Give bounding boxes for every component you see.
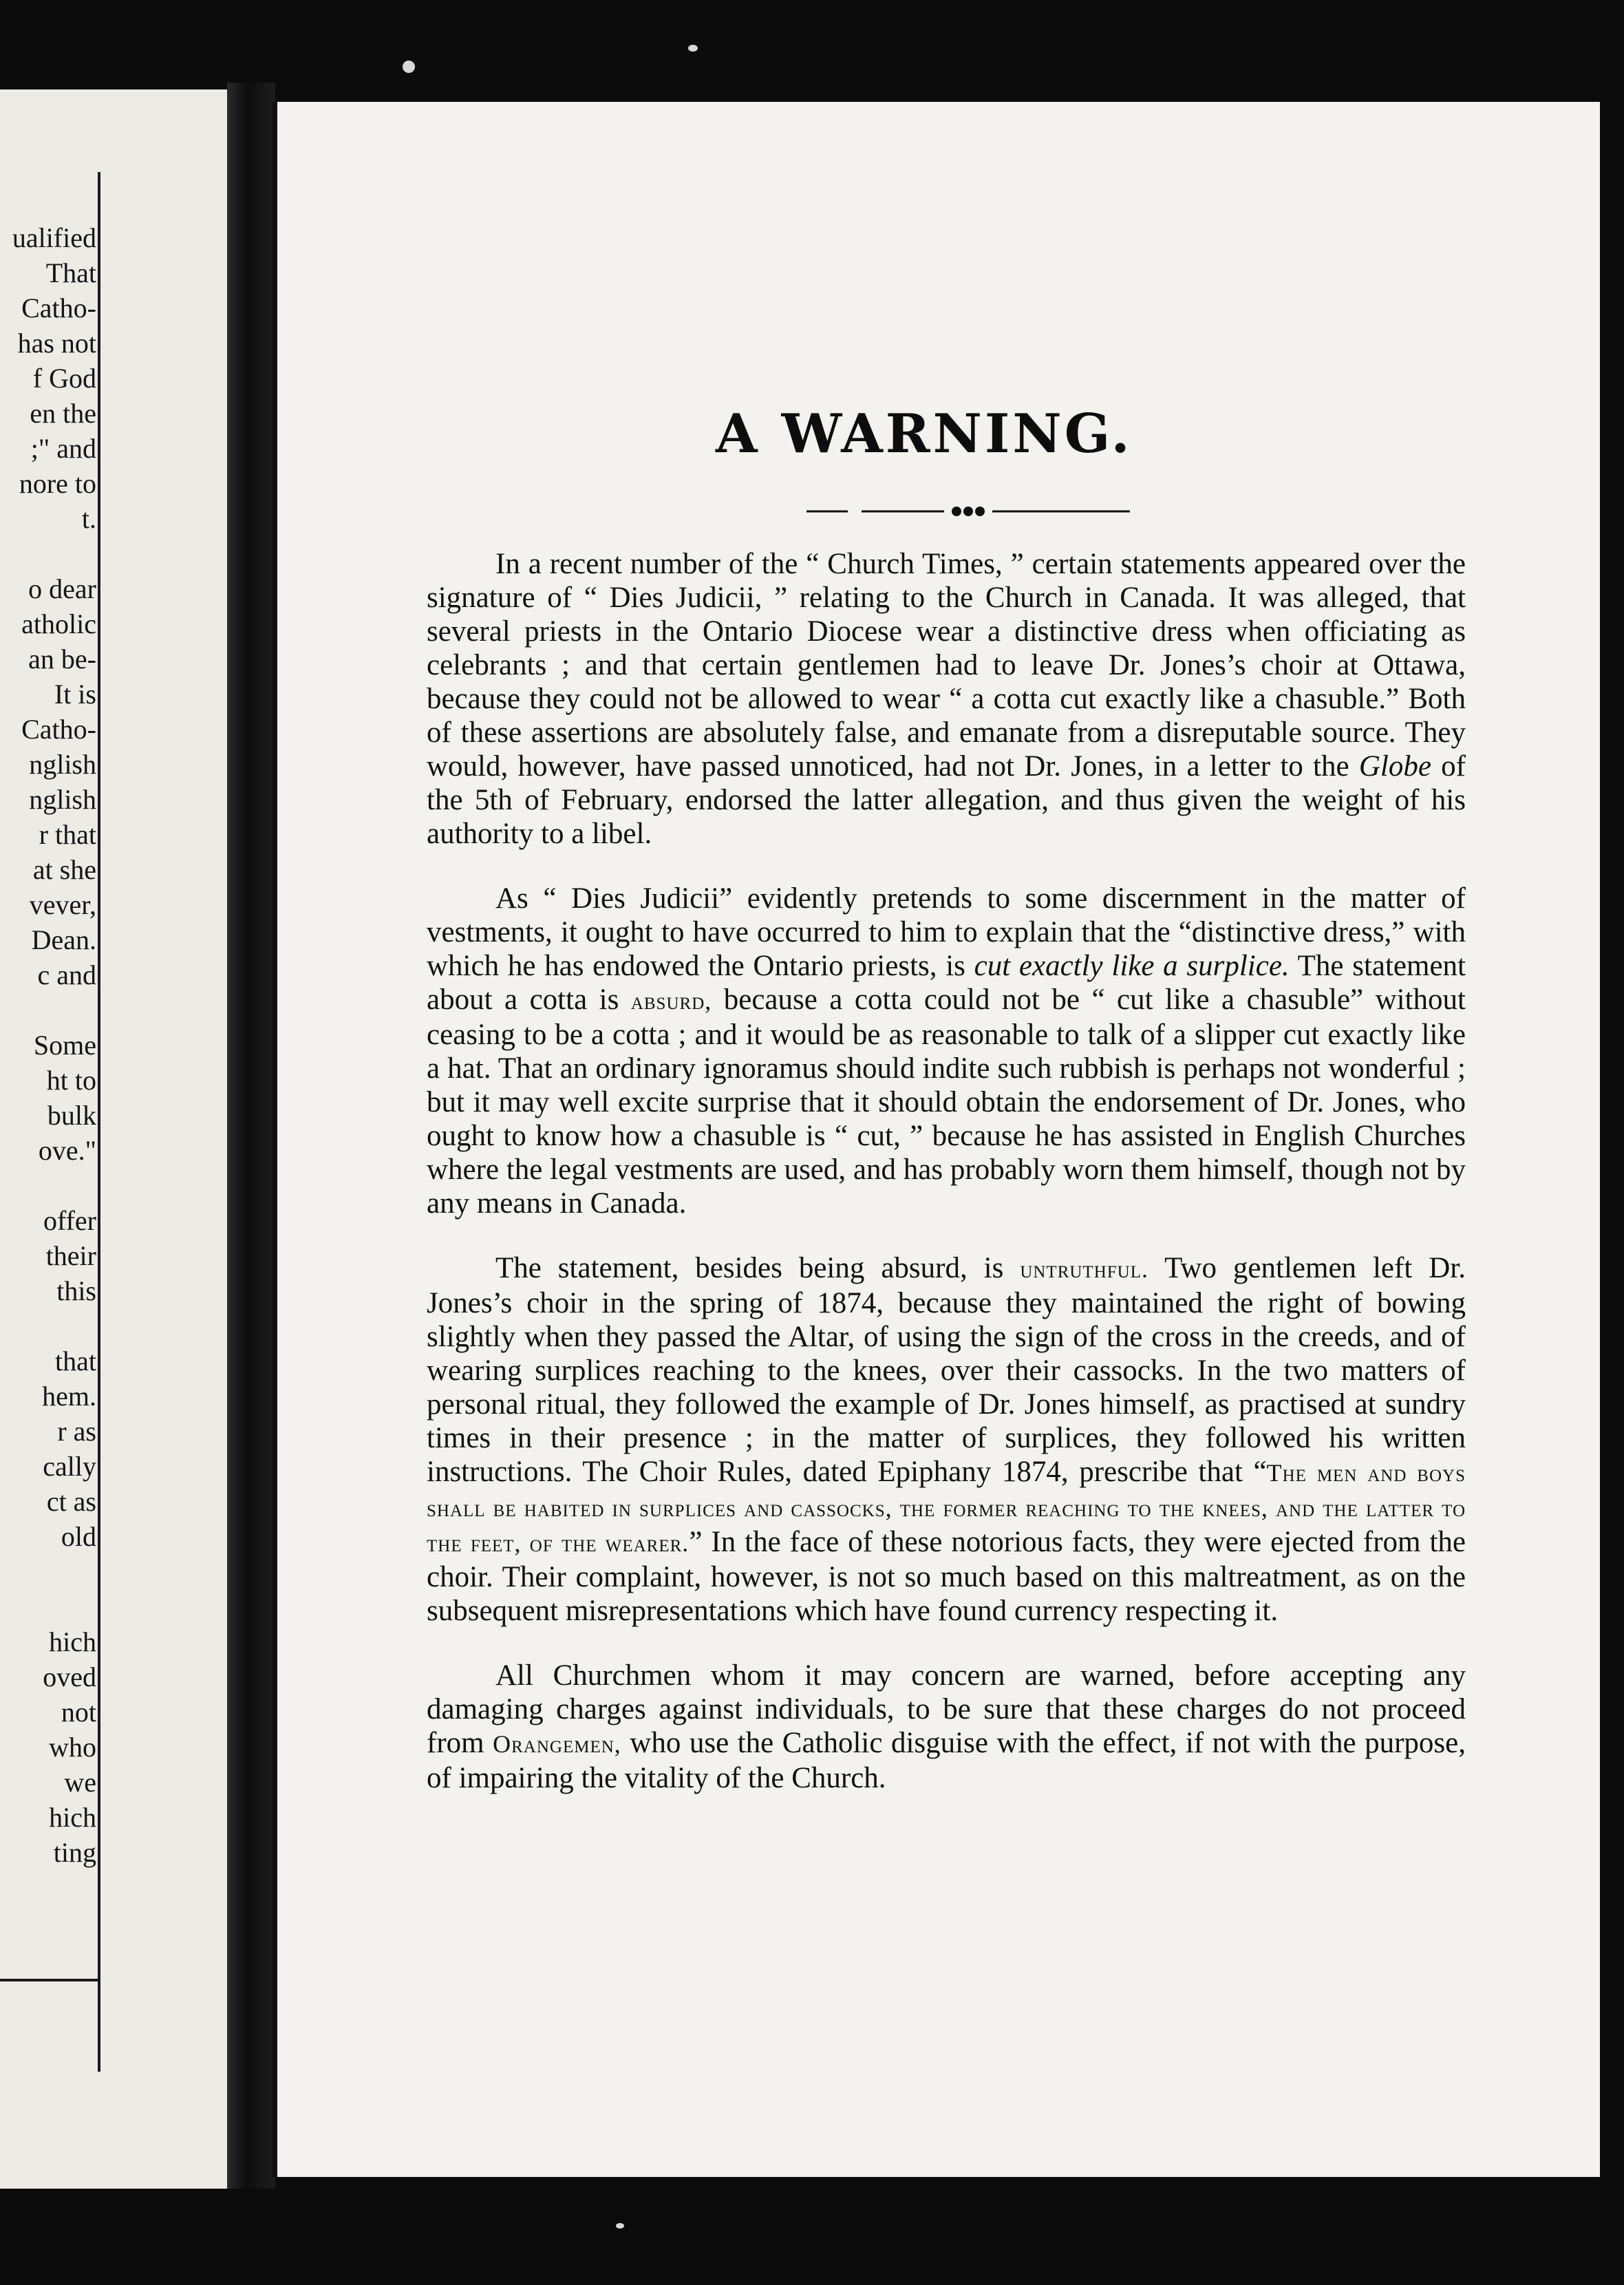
text-run: The statement about a cotta is: [427, 950, 1466, 1016]
left-page-line: at she: [32, 854, 96, 885]
page-gutter: [227, 83, 275, 2189]
left-page-line: ting: [53, 1837, 96, 1868]
left-page-line: atholic: [21, 608, 96, 639]
left-page-line: ht to: [46, 1065, 96, 1096]
small-caps-run: untruthful.: [1020, 1255, 1148, 1283]
left-page-line: vever,: [29, 889, 96, 920]
left-page-line: has not: [17, 328, 96, 359]
small-caps-run: Orangemen,: [493, 1730, 621, 1758]
left-page-border: [98, 172, 100, 2072]
divider-dot: [963, 507, 973, 516]
left-page-line: nglish: [29, 749, 96, 780]
text-run: As “ Dies Judicii” evidently pretends to some discernment in the matter of vestments, it ought to have occurred to him to explain that the “distinctive dress,” with which he has endowed the Ontario priests, is: [427, 882, 1466, 982]
left-page-line: f God: [32, 363, 96, 394]
text-run: ” In the face of these notorious facts, they were ejected from the choir. Their complaint, however, is not so much based on this maltreatment, as on the subsequent misrepresentations which have found currency respecting it.: [427, 1526, 1466, 1627]
divider-dot: [952, 507, 961, 516]
left-page-line: Dean.: [31, 924, 96, 955]
left-page-line: t.: [81, 503, 96, 534]
italic-run: cut exactly like a surplice.: [974, 950, 1290, 982]
left-page-line: o dear: [28, 573, 96, 604]
left-page-line: c and: [37, 959, 96, 990]
left-page-line: hich: [49, 1802, 96, 1833]
left-page-line: Catho-: [21, 293, 96, 323]
left-page-line: [0, 536, 96, 571]
left-page-line: oved: [43, 1661, 96, 1692]
dust-speck: [403, 61, 415, 73]
text-run: All Churchmen whom it may concern are warned, before accepting any damaging charges against individuals, to be sure that these charges do not proceed from: [427, 1659, 1466, 1759]
left-page-line: [0, 1589, 96, 1624]
left-page-line: [0, 992, 96, 1028]
left-page-line: en the: [30, 398, 96, 429]
left-page-line: we: [64, 1767, 96, 1798]
left-page-border-bottom: [0, 1979, 100, 1981]
left-page-line: Some: [33, 1030, 96, 1061]
left-page-line: bulk: [47, 1100, 96, 1131]
left-page-line: hem.: [42, 1381, 96, 1412]
text-run: Two gentlemen left Dr. Jones’s choir in the spring of 1874, because they maintained the right of bowing slightly when they passed the Altar, of using the sign of the cross in the creeds, and of wearing surplices reaching to the knees, over their cassocks. In the two matters of personal ritual, they followed the example of Dr. Jones himself, as practised at sundry times in their presence ; in the matter of surplices, they followed his written instructions. The Choir Rules, dated Epiphany 1874, prescribe that “: [427, 1252, 1466, 1488]
left-page-line: [0, 1168, 96, 1203]
left-page-text-fragment: [0, 220, 96, 1870]
main-page-border: [272, 102, 277, 2177]
left-page-line: offer: [43, 1205, 96, 1236]
document-title: A WARNING.: [716, 403, 1133, 465]
italic-run: Globe: [1358, 750, 1431, 783]
left-page-line: old: [61, 1521, 96, 1552]
body-paragraph: [427, 882, 1466, 1220]
left-page-line: That: [45, 257, 96, 288]
left-page-line: nglish: [29, 784, 96, 815]
left-page-line: who: [49, 1732, 96, 1763]
left-page-line: It is: [54, 679, 96, 710]
small-caps-run: absurd,: [630, 987, 712, 1014]
left-page-line: r as: [57, 1416, 96, 1447]
dust-speck: [688, 45, 698, 52]
left-page-line: nore to: [19, 468, 96, 499]
text-run: because a cotta could not be “ cut like a chasuble” without ceasing to be a cotta ; and it would be as reasonable to talk of a slipper cut exactly like a hat. That an ordinary ignoramus should indite such rubbish is perhaps not wonderful ; but it may well excite surprise that it should obtain the endorsement of Dr. Jones, who ought to know how a chasuble is “ cut, ” because he has assisted in English Churches where the legal vestments are used, and has probably worn them himself, though not by any means in Canada.: [427, 984, 1466, 1220]
left-page-line: that: [55, 1346, 96, 1377]
left-page-line: not: [61, 1697, 96, 1728]
document-body: [427, 547, 1466, 1826]
text-run: The statement, besides being absurd, is: [495, 1252, 1021, 1284]
body-paragraph: [427, 1659, 1466, 1795]
left-page-line: r that: [39, 819, 96, 850]
left-page-line: their: [45, 1240, 96, 1271]
body-paragraph: [427, 1251, 1466, 1628]
left-page-line: [0, 1554, 96, 1589]
text-run: In a recent number of the “ Church Times, ” certain statements appeared over the signature of “ Dies Judicii, ” relating to the Church in Canada. It was alleged, that several priests in the Ontario Diocese wear a distinctive dress when officiating as celebrants ; and that certain gentlemen had to leave Dr. Jones’s choir at Ottawa, because they could not be allowed to wear “ a cotta cut exactly like a chasuble.” Both of these assertions are absolutely false, and emanate from a disreputable source. They would, however, have passed unnoticed, had not Dr. Jones, in a letter to the: [427, 548, 1466, 783]
small-caps-run: The men and boys shall be habited in surplices and cassocks, the former reaching to the knees, and the latter to the feet, of the wearer.: [427, 1459, 1466, 1557]
left-page-line: this: [56, 1275, 96, 1306]
left-page-line: [0, 1308, 96, 1343]
left-page-line: ualified: [12, 222, 96, 253]
text-run: of the 5th of February, endorsed the latter allegation, and thus given the weight of his authority to a libel.: [427, 750, 1466, 850]
left-page-line: ct as: [46, 1486, 96, 1517]
left-page-line: hich: [49, 1626, 96, 1657]
left-page-line: Catho-: [21, 714, 96, 745]
dust-speck: [616, 2223, 624, 2229]
ornamental-divider: [806, 506, 1130, 520]
left-page-line: cally: [43, 1451, 96, 1482]
left-page-line: ;" and: [30, 433, 96, 464]
left-facing-page: [0, 89, 227, 2189]
divider-dot: [975, 507, 985, 516]
left-page-line: ove.": [38, 1135, 96, 1166]
left-page-line: an be-: [28, 644, 96, 674]
body-paragraph: [427, 547, 1466, 851]
text-run: who use the Catholic disguise with the effect, if not with the purpose, of impairing the vitality of the Church.: [427, 1727, 1466, 1794]
